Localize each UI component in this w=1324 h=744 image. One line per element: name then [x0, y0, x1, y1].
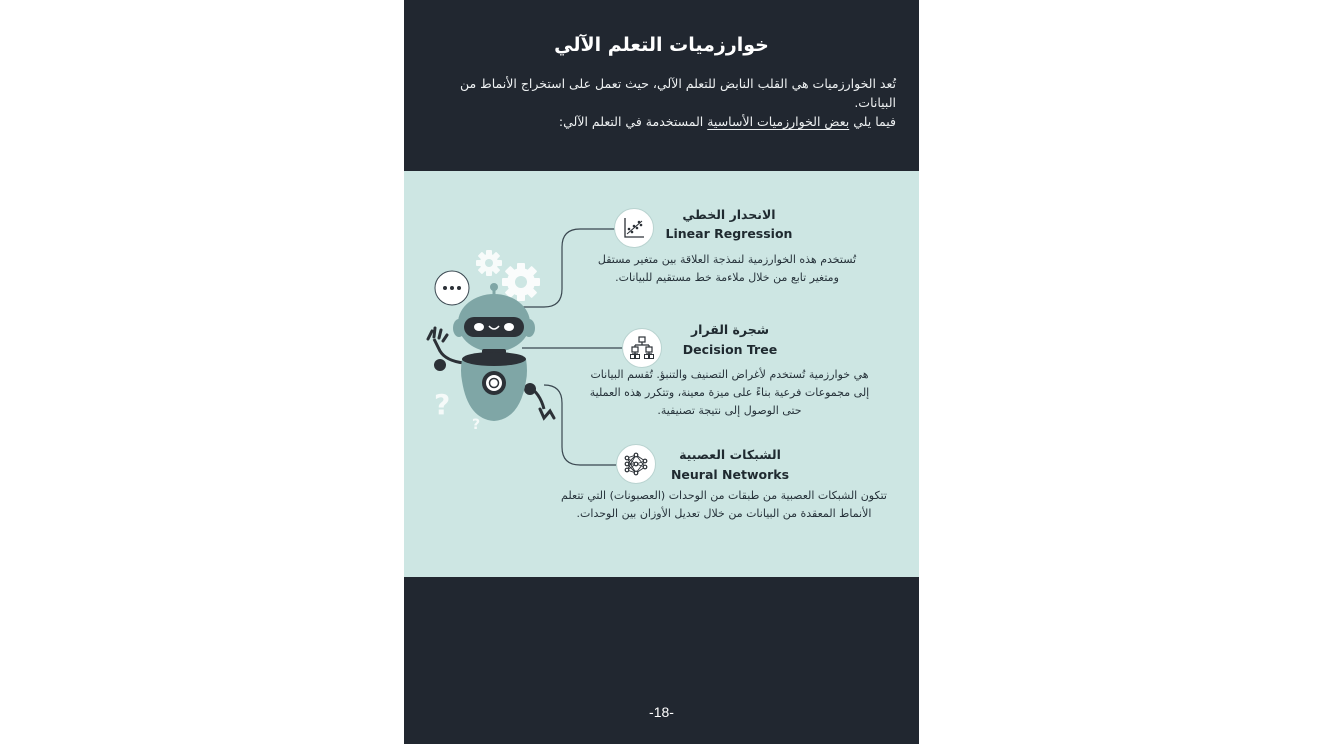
robot-illustration	[404, 171, 604, 441]
intro-line-1: تُعد الخوارزميات هي القلب النابض للتعلم الآلي، حيث تعمل على استخراج الأنماط من البيانات.	[459, 76, 896, 110]
intro-line-2-start: فيما يلي	[849, 114, 896, 129]
algorithm-title-ar: الانحدار الخطي	[682, 207, 776, 222]
algorithm-description: تتكون الشبكات العصبية من طبقات من الوحدات (العصبونات) التي تتعلم الأنماط المعقدة من البيانات من خلال تعديل الأوزان بين الوحدات.	[561, 489, 887, 520]
intro-line-2	[422, 112, 896, 131]
algorithms-infographic	[404, 171, 919, 577]
algorithm-title-ar: الشبكات العصبية	[679, 447, 781, 462]
gear-icon	[476, 250, 502, 276]
document-page	[404, 0, 919, 744]
page-title: خوارزميات التعلم الآلي	[554, 34, 769, 56]
question-mark-icon: ?	[472, 417, 481, 433]
algorithm-description: هي خوارزمية تُستخدم لأغراض التصنيف والتنبؤ. تُقسم البيانات إلى مجموعات فرعية بناءً على ميزة معينة، وتتكرر هذه العملية حتى الوصول إلى نتيجة تصنيفية.	[589, 368, 870, 417]
algorithm-title-en: Linear Regression	[665, 226, 793, 241]
intro-paragraph	[422, 74, 896, 131]
speech-bubble-icon	[435, 271, 469, 305]
gear-icon	[502, 263, 540, 301]
algorithm-title-ar: شجرة القرار	[690, 322, 770, 337]
algorithm-title-en: Decision Tree	[682, 342, 778, 357]
algorithm-description: تُستخدم هذه الخوارزمية لنمذجة العلاقة بين متغير مستقل ومتغير تابع من خلال ملاءمة خط مستقيم للبيانات.	[597, 253, 857, 284]
algorithm-title-en: Neural Networks	[670, 467, 790, 482]
intro-line-2-end: المستخدمة في التعلم الآلي:	[558, 114, 708, 129]
intro-highlight: بعض الخوارزميات الأساسية	[707, 114, 850, 129]
page-number: -18-	[649, 704, 674, 720]
question-mark-icon: ?	[434, 388, 451, 421]
